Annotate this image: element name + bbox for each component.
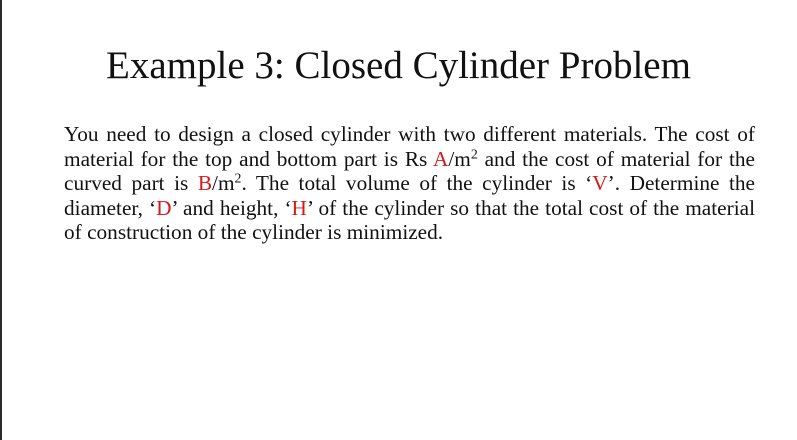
statement-text: You need to design a closed cylinder with two different materials. The cost of material for the top and bottom part is Rs [64, 122, 755, 171]
statement-text: /m [448, 146, 471, 171]
statement-text: ’ and height, ‘ [171, 195, 292, 220]
statement-text: ’ of the cylinder so that the total cost of the material of construction of the cylinder is minimized. [64, 195, 756, 245]
exponent-b: 2 [234, 170, 242, 186]
slide-title: Example 3: Closed Cylinder Problem [106, 44, 691, 87]
variable-v: V [592, 171, 608, 196]
statement-text: and the cost of material for the curved part is [64, 146, 755, 196]
problem-statement [64, 122, 755, 245]
statement-text: ’. Determine the diameter, ‘ [64, 171, 755, 220]
statement-text: . The total volume of the cylinder is ‘ [241, 171, 593, 196]
exponent-a: 2 [470, 145, 478, 161]
variable-d: D [156, 195, 172, 220]
variable-h: H [291, 195, 307, 220]
variable-a: A [432, 146, 449, 171]
statement-text: /m [212, 171, 235, 196]
variable-b: B [197, 171, 213, 196]
